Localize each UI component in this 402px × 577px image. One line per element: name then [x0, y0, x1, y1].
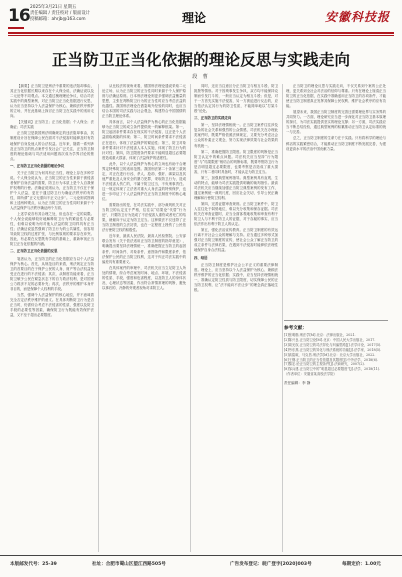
article-title: 正当防卫正当化依据的理论反思与实践走向 [51, 50, 351, 69]
article-column-2 [102, 84, 186, 554]
body-paragraph: 近年来，最高人民法院、最高人民检察院、公安部联合发布《关于依法适用正当防卫制度的指导意见》，明确提出要坚持法理情统一，准确把握正当防卫的起因条件、时间条件、对象条件、意图条件和限度条件，依法保护公民的正当防卫权利，这对于纠正司法实践中的偏差具有重要意义。 [102, 234, 186, 264]
article-column-1 [10, 84, 94, 554]
article-column-3 [194, 84, 278, 554]
email-line: 投稿邮箱：ahrjb@163.com [30, 17, 86, 23]
body-paragraph: 笔者认为，正当防卫的正当化依据应当以个人法益保护为核心。首先，从规范目的来看，刑法规定正当防卫的首要目的在于保护公民的人身、财产等合法权益免受正在进行的不法侵害；其次，从制度功能来看，正当防卫赋予公民在紧急状态下的自力救济权利，是对国家公力救济不足的必要补充；再次，法秩序的维护本身并非目的，而是保障个人权利的手段。 [10, 256, 94, 291]
reference-item: [4]劳东燕.正当防卫的异化与刑法系统的功能[J].法学家，2018(5). [284, 347, 382, 352]
header-meta [30, 5, 90, 24]
body-paragraph: 上述学说各有其合理之处，但也存在一定的局限。个人保全说能够较好地解释防卫行为的紧迫性与必要性，但难以说明为何对他人法益的防卫同样具有正当性；法确证说虽然强调了防卫行为的公共属性，但容易导致防卫权的过度扩张，与比例原则的要求存在冲突。因此，有必要在反思既有学说的基础上，重新审视正当防卫正当化依据的内涵。 [10, 212, 94, 247]
article-author: 段 曹 [192, 74, 210, 80]
body-paragraph: 需要指出的是，在司法实践中，部分裁判机关对正当防卫的认定过于严格，往往以“结果论”代替“行为论”，只要防卫行为造成了不法侵害人重伤或者死亡的结果，就倾向于认定为防卫过当。这种做法不仅违背了正当防卫制度的立法初衷，也在一定程度上挫伤了公民依法行使防卫权的积极性。 [102, 203, 186, 233]
footer-price: 每期定价：1.00元 [342, 562, 381, 567]
body-paragraph: 总之，正当防卫制度的生命力在于实践。只有将科学的理论与鲜活的实践紧密结合，才能推动正当防卫制度不断发展完善，为建设更高水平的法治中国贡献力量。 [286, 136, 386, 151]
reference-item: [5]高铭暄，马克昌.刑法学[M].北京：北京大学出版社，2022. [284, 352, 376, 357]
references-heading: 参考文献： [284, 326, 307, 331]
body-paragraph: 第一，坚持法理情相统一。正当防卫案件往往涉及复杂的社会关系和强烈的公众情感，司法机关在办理此类案件时，既要严格依照法律规定，又要充分考虑社会公众的朴素正义观念，努力实现法律效果与社会效果的有机统一。 [194, 123, 278, 148]
reference-item: [3]周光权.正当防卫的司法异化与纠偏思路[J].法学评论，2017(5). [284, 342, 382, 347]
references-box [284, 320, 388, 545]
body-paragraph: 具体而言，以个人法益保护为核心的正当化依据能够为正当防卫的成立条件提供统一的解释框架。第一，防卫起因条件要求存在现实的不法侵害，这正是个人法益面临威胁的体现；第二，防卫时间条件要求不法侵害正在进行，体现了法益保护的紧迫性；第三，防卫对象条件要求针对不法侵害人本人实施，体现了防卫行为的针对性；第四，防卫限度条件要求不能明显超过必要限度造成重大损害，体现了法益保护的适度性。 [102, 120, 186, 160]
body-paragraph: 第三，加强典型案例指导。典型案例具有直观、生动的特点，能够为司法实践提供明确的裁判指引。最高司法机关应当继续加强正当防卫典型案例的发布工作，通过案例统一裁判尺度，回应社会关切，引导公民正确理解和行使防卫权利。 [194, 175, 278, 200]
header-rule [8, 32, 394, 34]
date-line: 2025年3月21日 星期五 [30, 5, 77, 10]
responsible-editor: 责任编辑：李 静 [284, 381, 311, 386]
article-column-4 [286, 84, 386, 316]
page-number: 16 [8, 6, 30, 26]
masthead-logo: 安徽科技报 [324, 10, 390, 24]
page-header [0, 0, 402, 34]
body-paragraph: 【摘要】正当防卫是刑法中重要的违法阻却事由，其正当化依据长期以来存在个人保全说、法确证说以及二元论等不同观点。本文通过梳理理论争议，结合司法实践中的典型案例，对正当防卫正当化依据进行反思，认为应当坚持以个人法益保护为核心、兼顾法秩序维护的立场，并在此基础上探讨正当防卫在实践中的适用走向。 [10, 84, 94, 119]
body-paragraph: 第四，完善证据审查规则。正当防卫案件中，防卫人往往处于弱势地位，难以充分收集和保存证据。司法机关在审查证据时，应当全面客观地收集和审查有利于防卫人与不利于防卫人的证据，对于存疑的事实，应当依法作出有利于防卫人的认定。 [194, 202, 278, 227]
section-subheading: 二、正当防卫正当化依据的反思 [10, 249, 58, 254]
body-paragraph: 正当防卫是我国刑法明确规定的违法阻却事由，其制度设计旨在保障公民在面对不法侵害时能够及时有效地保护自身及他人的合法权益。近年来，随着一系列涉及正当防卫的热点案件引发社会广泛关注，正当防卫制度的理论基础与司法适用问题再次成为学界讨论的焦点。 [10, 131, 94, 161]
column-divider [98, 84, 99, 552]
section-subheading: 四、结语 [194, 255, 208, 260]
section-subheading: 三、正当防卫的实践走向 [194, 116, 232, 121]
references-list [284, 333, 388, 372]
body-paragraph: 展望未来，我国正当防卫制度的完善还需要理论界与实务界的共同努力。一方面，理论研究应当进一步深化对正当防卫基本原理的探讨，为司法实践提供坚实的理论支撑；另一方面，司法实践应当不断总结经验，通过典型案例的积累推动正当防卫认定标准的统一与完善。 [286, 110, 386, 135]
reference-item: [1]张明楷.刑法学[M].北京：法律出版社，2021. [284, 333, 356, 337]
section-title: 理论 [182, 11, 207, 25]
body-paragraph: 关于正当防卫为何具有正当性，理论上存在多种学说。个人保全说认为，正当防卫的正当性来源于被侵害者保护自身法益的需要，防卫行为本质上是个人自我保护权利的行使。法确证说则认为，正当防卫不仅在于保护个人法益，更在于通过防卫行为确证法秩序的有效性，即所谓“正义无需向不正义让步”。二元论则试图调和上述两种观点，认为正当防卫的正当性同时来源于个人法益保护与法秩序确证两个方面。 [10, 170, 94, 211]
page-footer [0, 555, 402, 577]
body-paragraph: 正当防卫的理论反思与实践走向，不仅关系到个案的公正处理，更关系到全社会对法治的信仰与尊重。只有在理论上厘清正当防卫的正当化依据，在实践中准确适用正当防卫的各项条件，才能使正当防卫制度真正发挥其保障公民权利、维护社会秩序的应有功能。 [286, 84, 386, 109]
footer-license: 本版邮发代号：25-39 [10, 562, 57, 567]
section-subheading: 一、正当防卫正当化依据的理论争议 [10, 163, 65, 168]
body-paragraph: 从比较法的视角来看，德国刑法理论通说采取二元论立场，认为正当防卫的正当性同时来源于个人保护原则与法确证原则。日本刑法理论则更多强调法益衡量的思想，主张在判断防卫行为的正当性时应当考虑法益的优越性。我国刑法理论在借鉴域外经验的同时，也应当结合本国的司法实践与社会观念，构建符合中国国情的正当防卫理论体系。 [102, 84, 186, 119]
footer-ad: 广告发布登记：皖广登字[2020]003号 [230, 562, 312, 567]
body-paragraph: 此外，以个人法益保护为核心的立场也有助于合理界定特殊防卫的适用范围。我国刑法第二十条第三款规定，对正在进行行凶、杀人、抢劫、强奸、绑架以及其他严重危及人身安全的暴力犯罪，采取防卫行为，造成不法侵害人伤亡的，不属于防卫过当，不负刑事责任。这一规定体现了立法者对重大人身法益的特别保护，也进一步印证了个人法益保护在正当防卫制度中的核心地位。 [102, 161, 186, 202]
page-number-underline [8, 27, 24, 29]
body-paragraph: 第二，准确把握防卫限度。防卫限度的判断是正当防卫认定中的难点问题。司法机关应当坚持“行为限度”与“结果限度”相结合的判断标准，既要考察防卫行为是否明显超过必要限度，也要考察是否造成了重大损害，只有二者同时具备时，才能认定为防卫过当。 [194, 149, 278, 174]
reference-item: [6]王钢.正当防卫的正当性依据及其限度[J].中外法学，2018(6). [284, 357, 379, 362]
body-paragraph: 在具体案件的审理中，司法机关应当立足防卫人所处的情境，综合考虑案发时间、地点、环境，不法侵害的性质、手段、强度和危害程度，以及防卫人的身体状况、心理状态等因素，作出符合常情常理的判断，避免以事后的、冷静的旁观者视角苛求防卫人。 [102, 265, 186, 290]
reference-item: [8]邹兵建.正当防卫中的“明显超过必要限度”[J].法学，2018(11). [284, 367, 381, 372]
editor-line: 责任编辑 / 责任校对 / 版面设计 [30, 11, 90, 17]
author-affiliation: （作者单位：安徽省某高校法学院） [284, 372, 337, 377]
body-paragraph: 正当防卫制度是维护社会公平正义的重要法律制度。理论上，应当坚持以个人法益保护为核心、兼顾法秩序维护的正当化依据；实践中，应当坚持法理情相统一，准确认定防卫性质与防卫限度，切实保障公民的正当防卫权利，让“法不能向不法让步”的理念真正落地生根。 [194, 262, 278, 292]
column-divider [282, 84, 283, 552]
body-paragraph: 当然，强调个人法益保护的核心地位，并不意味着完全否定法秩序维护的意义。在具体判断防卫行为是否正当时，仍需综合考虑不法侵害的性质、强度以及防卫手段的必要性等因素，确保防卫行为既能有效保护法益，又不至于超出必要限度。 [10, 292, 94, 318]
reference-item: [2]陈兴良.正当防卫论[M].北京：中国人民大学出版社，2017. [284, 337, 376, 342]
body-paragraph: 【关键词】正当防卫；正当化依据；个人保全；法确证；司法实践 [10, 120, 94, 130]
reference-item: [7]黎宏.论正当防卫的主观条件[J].法商研究，2007(2). [284, 362, 365, 367]
body-paragraph: 第五，强化法治宣传教育。正当防卫制度的有效运行离不开社会公众的理解与支持。应当通过多种形式加强对正当防卫制度的宣传，使社会公众了解正当防卫的成立条件与法律后果，在遇到不法侵害时能够依法理性地保护自身合法权益。 [194, 228, 278, 253]
header-rule-thin [8, 35, 394, 36]
body-paragraph: 同时，还应当注意区分正当防卫与相互斗殴、防卫挑拨等情形。对于因琐事发生争执，双方均不能保持克制而引发打斗的，一般应当认定为相互斗殴；但是，对于一方首先实施不法侵害，另一方被迫进行反击的，应当依法认定其行为的防卫性质，不能简单地以“打架斗殴”论处。 [194, 84, 278, 114]
column-divider [190, 84, 191, 552]
footer-address: 社址：合肥市蜀山区望江西路505号 [92, 562, 166, 567]
